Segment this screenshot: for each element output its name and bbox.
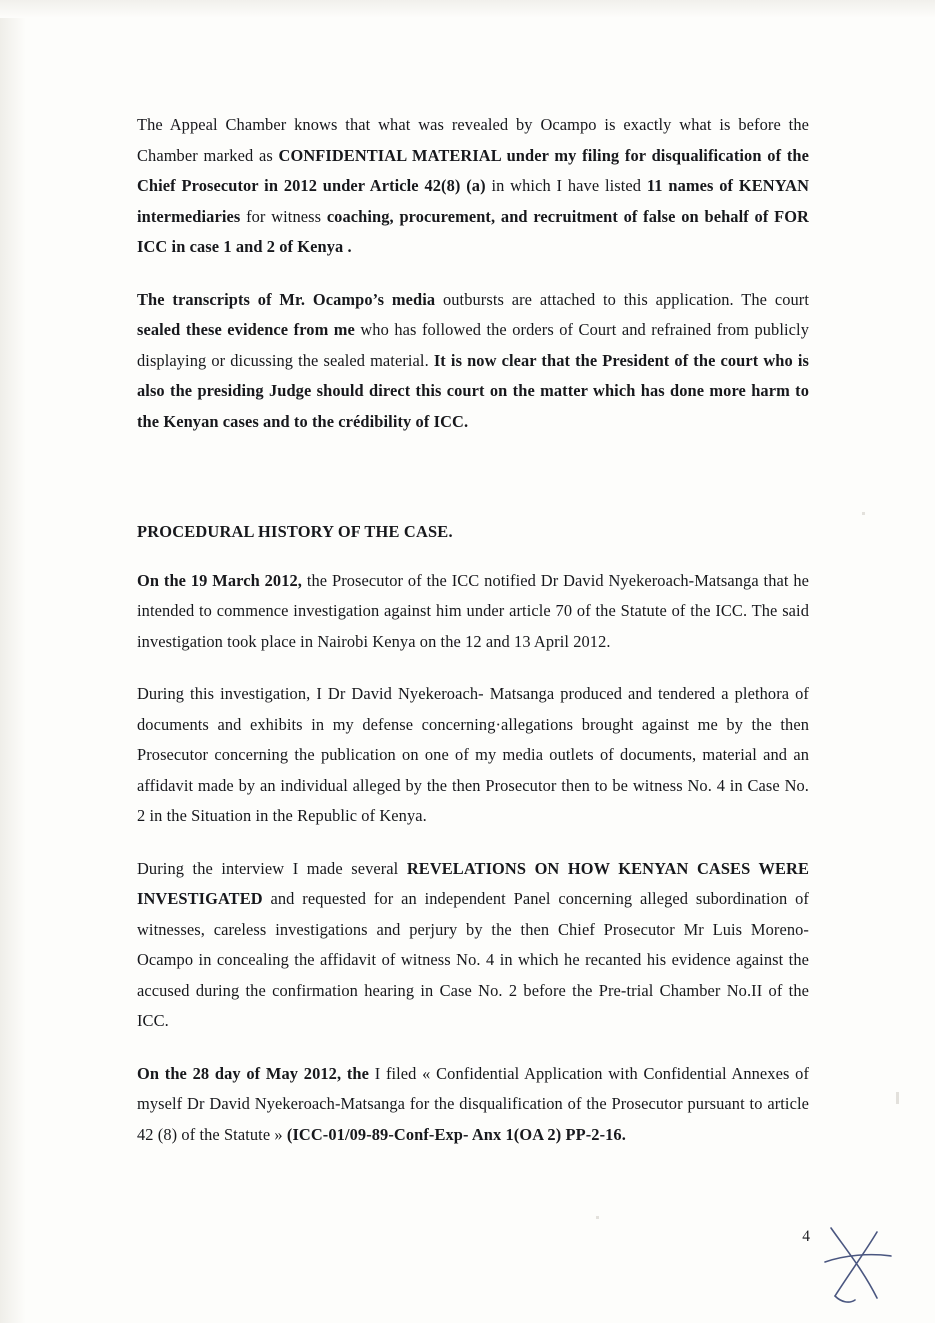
- text-run-bold: The transcripts of Mr. Ocampo’s media: [137, 289, 436, 309]
- section-spacer: [137, 477, 809, 517]
- text-run: who has followed the orders of Court and refrained from publicly displaying or dicussing the sealed material.: [137, 320, 809, 370]
- text-run-bold: It is now clear that the President of the court who is also the presiding Judge should direct this court on the matter which has done more harm to the Kenyan cases and to the crédibility of ICC.: [137, 350, 809, 431]
- page-speck: [596, 1216, 599, 1219]
- text-run: I filed « Confidential Application with Confidential Annexes of myself Dr David Nyekeroach-Matsanga for the disqualification of the Prosecutor pursuant to article 42 (8) of the Statute »: [137, 1063, 809, 1144]
- text-run: for witness: [240, 206, 327, 226]
- document-body: [137, 110, 809, 1150]
- text-run-bold: coaching, procurement, and recruitment of false on behalf of FOR ICC in case 1 and 2 of Kenya .: [137, 206, 809, 256]
- section-spacer: [137, 437, 809, 477]
- paragraph-interview-revelations: [137, 854, 809, 1037]
- text-run-bold: sealed these evidence from me: [137, 320, 355, 339]
- paragraph-appeal-chamber: [137, 110, 809, 263]
- text-run: and requested for an independent Panel concerning alleged subordination of witnesses, careless investigations and perjury by the then Chief Prosecutor Mr Luis Moreno- Ocampo in concealing the affidavit of witness No. 4 in which he recanted his evidence against the accused during the confirmation hearing in Case No. 2 before the Pre-trial Chamber No.II of the ICC.: [137, 889, 809, 1030]
- page-top-edge-shadow: [0, 0, 935, 18]
- handwritten-signature: [815, 1222, 905, 1312]
- text-run-bold: (ICC-01/09-89-Conf-Exp- Anx 1(OA 2) PP-2-16.: [286, 1124, 626, 1144]
- page-left-edge-shadow: [0, 0, 26, 1323]
- section-heading: PROCEDURAL HISTORY OF THE CASE.: [137, 522, 453, 541]
- text-run: During this investigation, I Dr David Nyekeroach- Matsanga produced and tendered a plethora of documents and exhibits in my defense concerning·allegations brought against me by the then Prosecutor concerning the publication on one of my media outlets of documents, material and an affidavit made by an individual alleged by the then Prosecutor then to be witness No. 4 in Case No. 2 in the Situation in the Republic of Kenya.: [137, 684, 809, 825]
- page-speck: [896, 1092, 899, 1104]
- heading-spacer: [137, 548, 809, 566]
- text-run-bold: On the 19 March 2012,: [137, 570, 303, 590]
- paragraph-transcripts: [137, 285, 809, 438]
- text-run: The Appeal Chamber knows that what was revealed by Ocampo is exactly what is before the Chamber marked as: [137, 115, 809, 165]
- page-number: 4: [802, 1228, 810, 1245]
- paragraph-during-investigation: [137, 679, 809, 832]
- text-run-bold: CONFIDENTIAL MATERIAL under my filing for disqualification of the Chief Prosecutor in 2012 under Article 42(8) (a): [137, 145, 809, 195]
- paragraph-19-march-2012: [137, 566, 809, 658]
- text-run-bold: REVELATIONS ON HOW KENYAN CASES WERE INVESTIGATED: [137, 858, 810, 908]
- paragraph-28-may-2012: [137, 1059, 809, 1151]
- text-run-bold: On the 28 day of May 2012, the: [137, 1063, 369, 1083]
- page-speck: [862, 512, 865, 515]
- text-run: outbursts are attached to this application. The court: [435, 289, 810, 309]
- text-run: in which I have listed: [485, 176, 647, 195]
- text-run: the Prosecutor of the ICC notified Dr David Nyekeroach-Matsanga that he intended to commence investigation against him under article 70 of the Statute of the ICC. The said investigation took place in Nairobi Kenya on the 12 and 13 April 2012.: [137, 570, 810, 651]
- text-run-bold: 11 names of KENYAN intermediaries: [137, 176, 810, 226]
- text-run: During the interview I made several: [137, 858, 407, 878]
